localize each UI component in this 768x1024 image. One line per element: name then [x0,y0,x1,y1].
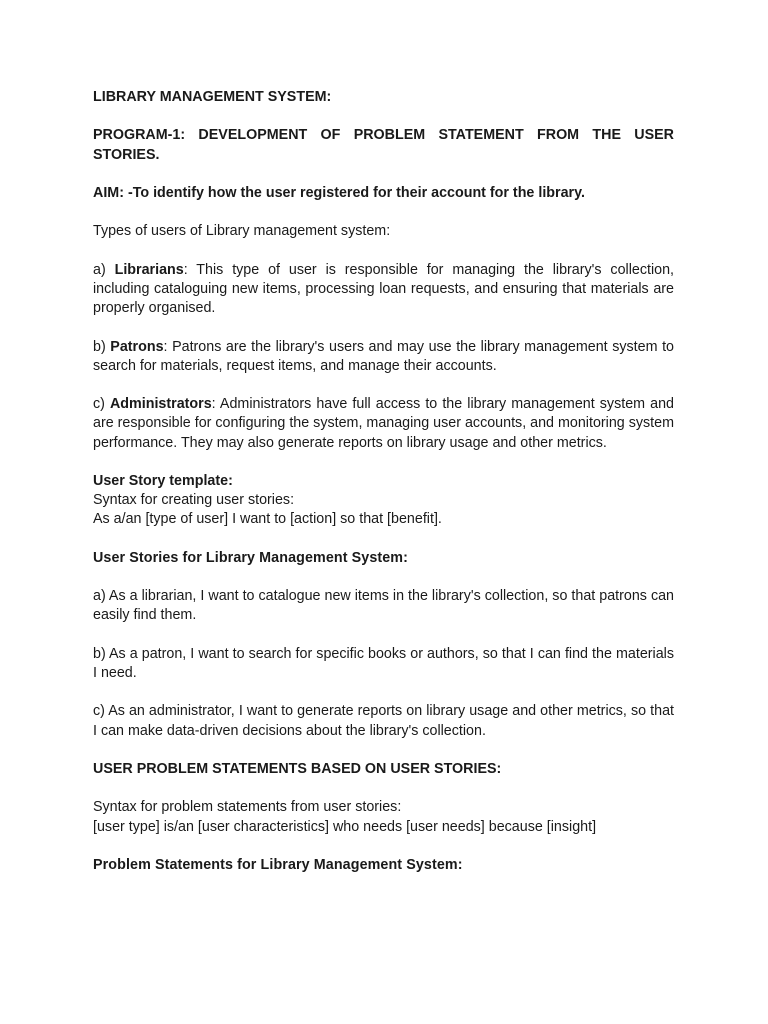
document-page [93,88,674,875]
problem-heading: USER PROBLEM STATEMENTS BASED ON USER STORIES: [93,760,502,777]
user-type-librarians [93,261,674,319]
aim-statement: AIM: -To identify how the user registered for their account for the library. [93,184,585,201]
user-type-desc: : Patrons are the library's users and may use the library management system to search for materials, request items, and manage their accounts. [93,338,674,374]
problem-syntax: [user type] is/an [user characteristics] who needs [user needs] because [insight] [93,818,597,835]
user-type-prefix: a) [93,261,115,278]
user-type-prefix: c) [93,396,110,413]
problem-statements-heading: Problem Statements for Library Management System: [93,856,463,873]
user-type-administrators [93,395,674,453]
stories-heading: User Stories for Library Management System: [93,549,408,566]
program-heading: PROGRAM-1: DEVELOPMENT OF PROBLEM STATEMENT FROM THE USER STORIES. [93,127,674,163]
user-type-desc: : Administrators have full access to the library management system and are responsible for configuring the system, managing user accounts, and monitoring system performance. They may also generate reports on library usage and other metrics. [93,396,674,451]
user-type-patrons [93,338,674,376]
user-story: c) As an administrator, I want to generate reports on library usage and other metrics, so that I can make data-driven decisions about the library's collection. [93,703,674,739]
template-syntax: As a/an [type of user] I want to [action] so that [benefit]. [93,511,442,528]
document-title: LIBRARY MANAGEMENT SYSTEM: [93,89,332,105]
user-story: b) As a patron, I want to search for specific books or authors, so that I can find the materials I need. [93,645,674,681]
user-story: a) As a librarian, I want to catalogue new items in the library's collection, so that patrons can easily find them. [93,588,674,624]
types-intro: Types of users of Library management system: [93,223,391,240]
user-type-prefix: b) [93,338,111,355]
user-type-desc: : This type of user is responsible for managing the library's collection, including cataloguing new items, processing loan requests, and ensuring that materials are properly organised. [93,261,674,317]
template-heading: User Story template: [93,472,233,489]
user-type-name: Librarians [114,261,184,278]
problem-syntax-label: Syntax for problem statements from user stories: [93,799,402,816]
template-syntax-label: Syntax for creating user stories: [93,492,295,509]
user-type-name: Administrators [109,396,212,413]
user-type-name: Patrons [110,338,164,355]
